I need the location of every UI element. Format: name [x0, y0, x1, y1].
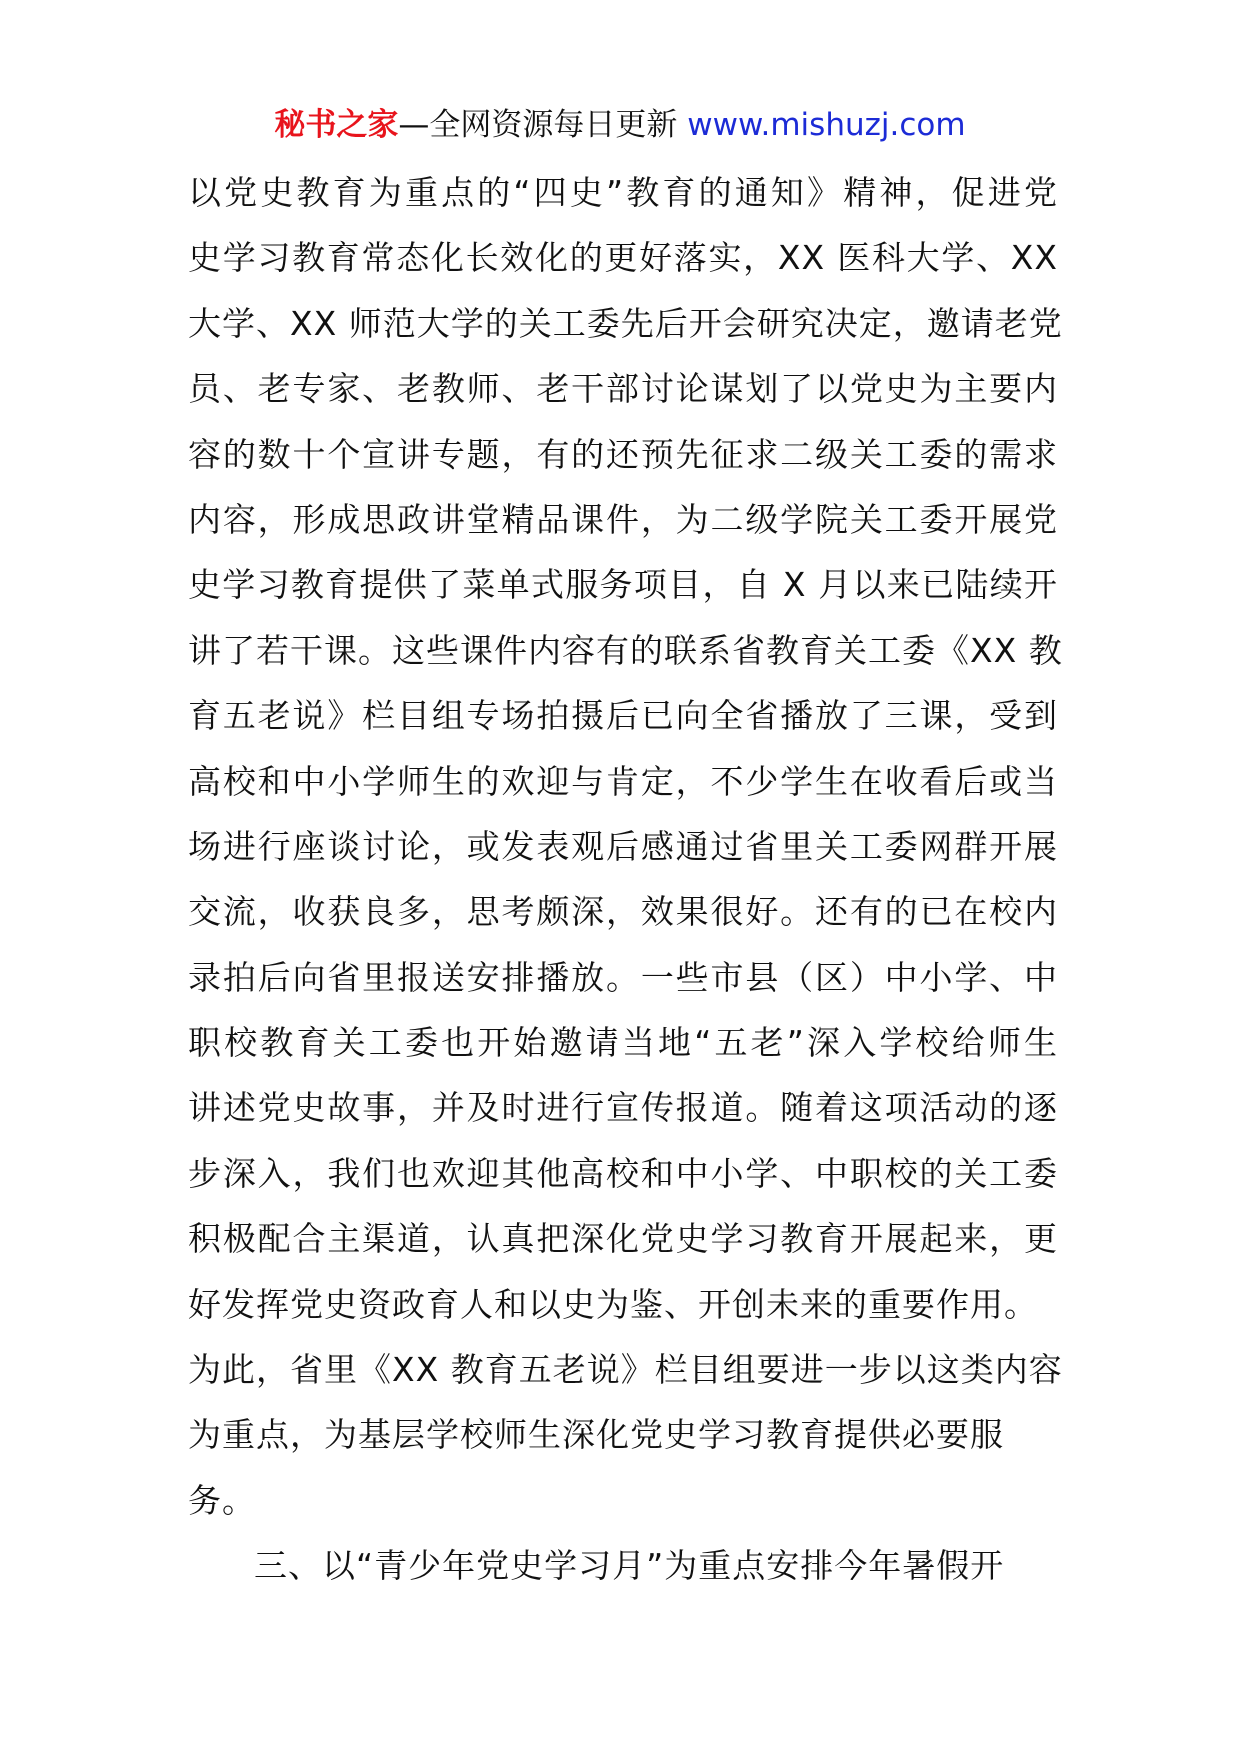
paragraph-line: 积极配合主渠道，认真把深化党史学习教育开展起来，更	[188, 1219, 1058, 1259]
brand-name: 秘书之家	[274, 107, 399, 143]
paragraph-line: 容的数十个宣讲专题，有的还预先征求二级关工委的需求	[188, 434, 1058, 474]
paragraph-line: 高校和中小学师生的欢迎与肯定，不少学生在收看后或当	[188, 761, 1058, 801]
paragraph-line: 以党史教育为重点的“四史”教育的通知》精神，促进党	[188, 173, 1058, 212]
header-slogan: —全网资源每日更新	[398, 107, 678, 143]
section-heading: 三、以“青少年党史学习月”为重点安排今年暑假开	[254, 1546, 1005, 1586]
site-link[interactable]: www.mishuzj.com	[687, 107, 966, 143]
paragraph-line: 场进行座谈讨论，或发表观后感通过省里关工委网群开展	[188, 826, 1058, 866]
paragraph-line: 为此，省里《XX 教育五老说》栏目组要进一步以这类内容	[188, 1350, 1063, 1390]
paragraph-line: 大学、XX 师范大学的关工委先后开会研究决定，邀请老党	[188, 303, 1063, 343]
paragraph-line: 史学习教育常态化长效化的更好落实，XX 医科大学、XX	[188, 238, 1058, 278]
paragraph-line: 员、老专家、老教师、老干部讨论谋划了以党史为主要内	[188, 369, 1058, 409]
paragraph-line: 录拍后向省里报送安排播放。一些市县（区）中小学、中	[188, 957, 1058, 997]
paragraph-line: 史学习教育提供了菜单式服务项目，自 X 月以来已陆续开	[188, 565, 1058, 605]
paragraph-line: 为重点，为基层学校师生深化党史学习教育提供必要服	[188, 1415, 1004, 1455]
paragraph-line: 好发挥党史资政育人和以史为鉴、开创未来的重要作用。	[188, 1284, 1038, 1324]
paragraph-line: 讲述党史故事，并及时进行宣传报道。随着这项活动的逐	[188, 1088, 1058, 1128]
paragraph-line: 务。	[188, 1480, 256, 1520]
paragraph-line: 步深入，我们也欢迎其他高校和中小学、中职校的关工委	[188, 1153, 1058, 1193]
paragraph-line: 交流，收获良多，思考颇深，效果很好。还有的已在校内	[188, 892, 1058, 932]
paragraph-line: 讲了若干课。这些课件内容有的联系省教育关工委《XX 教	[188, 630, 1063, 670]
document-body	[188, 160, 1063, 1599]
paragraph-line: 育五老说》栏目组专场拍摄后已向全省播放了三课，受到	[188, 696, 1058, 736]
paragraph-line: 内容，形成思政讲堂精品课件，为二级学院关工委开展党	[188, 499, 1058, 539]
page-header	[0, 100, 1240, 150]
paragraph-line: 职校教育关工委也开始邀请当地“五老”深入学校给师生	[188, 1023, 1058, 1063]
